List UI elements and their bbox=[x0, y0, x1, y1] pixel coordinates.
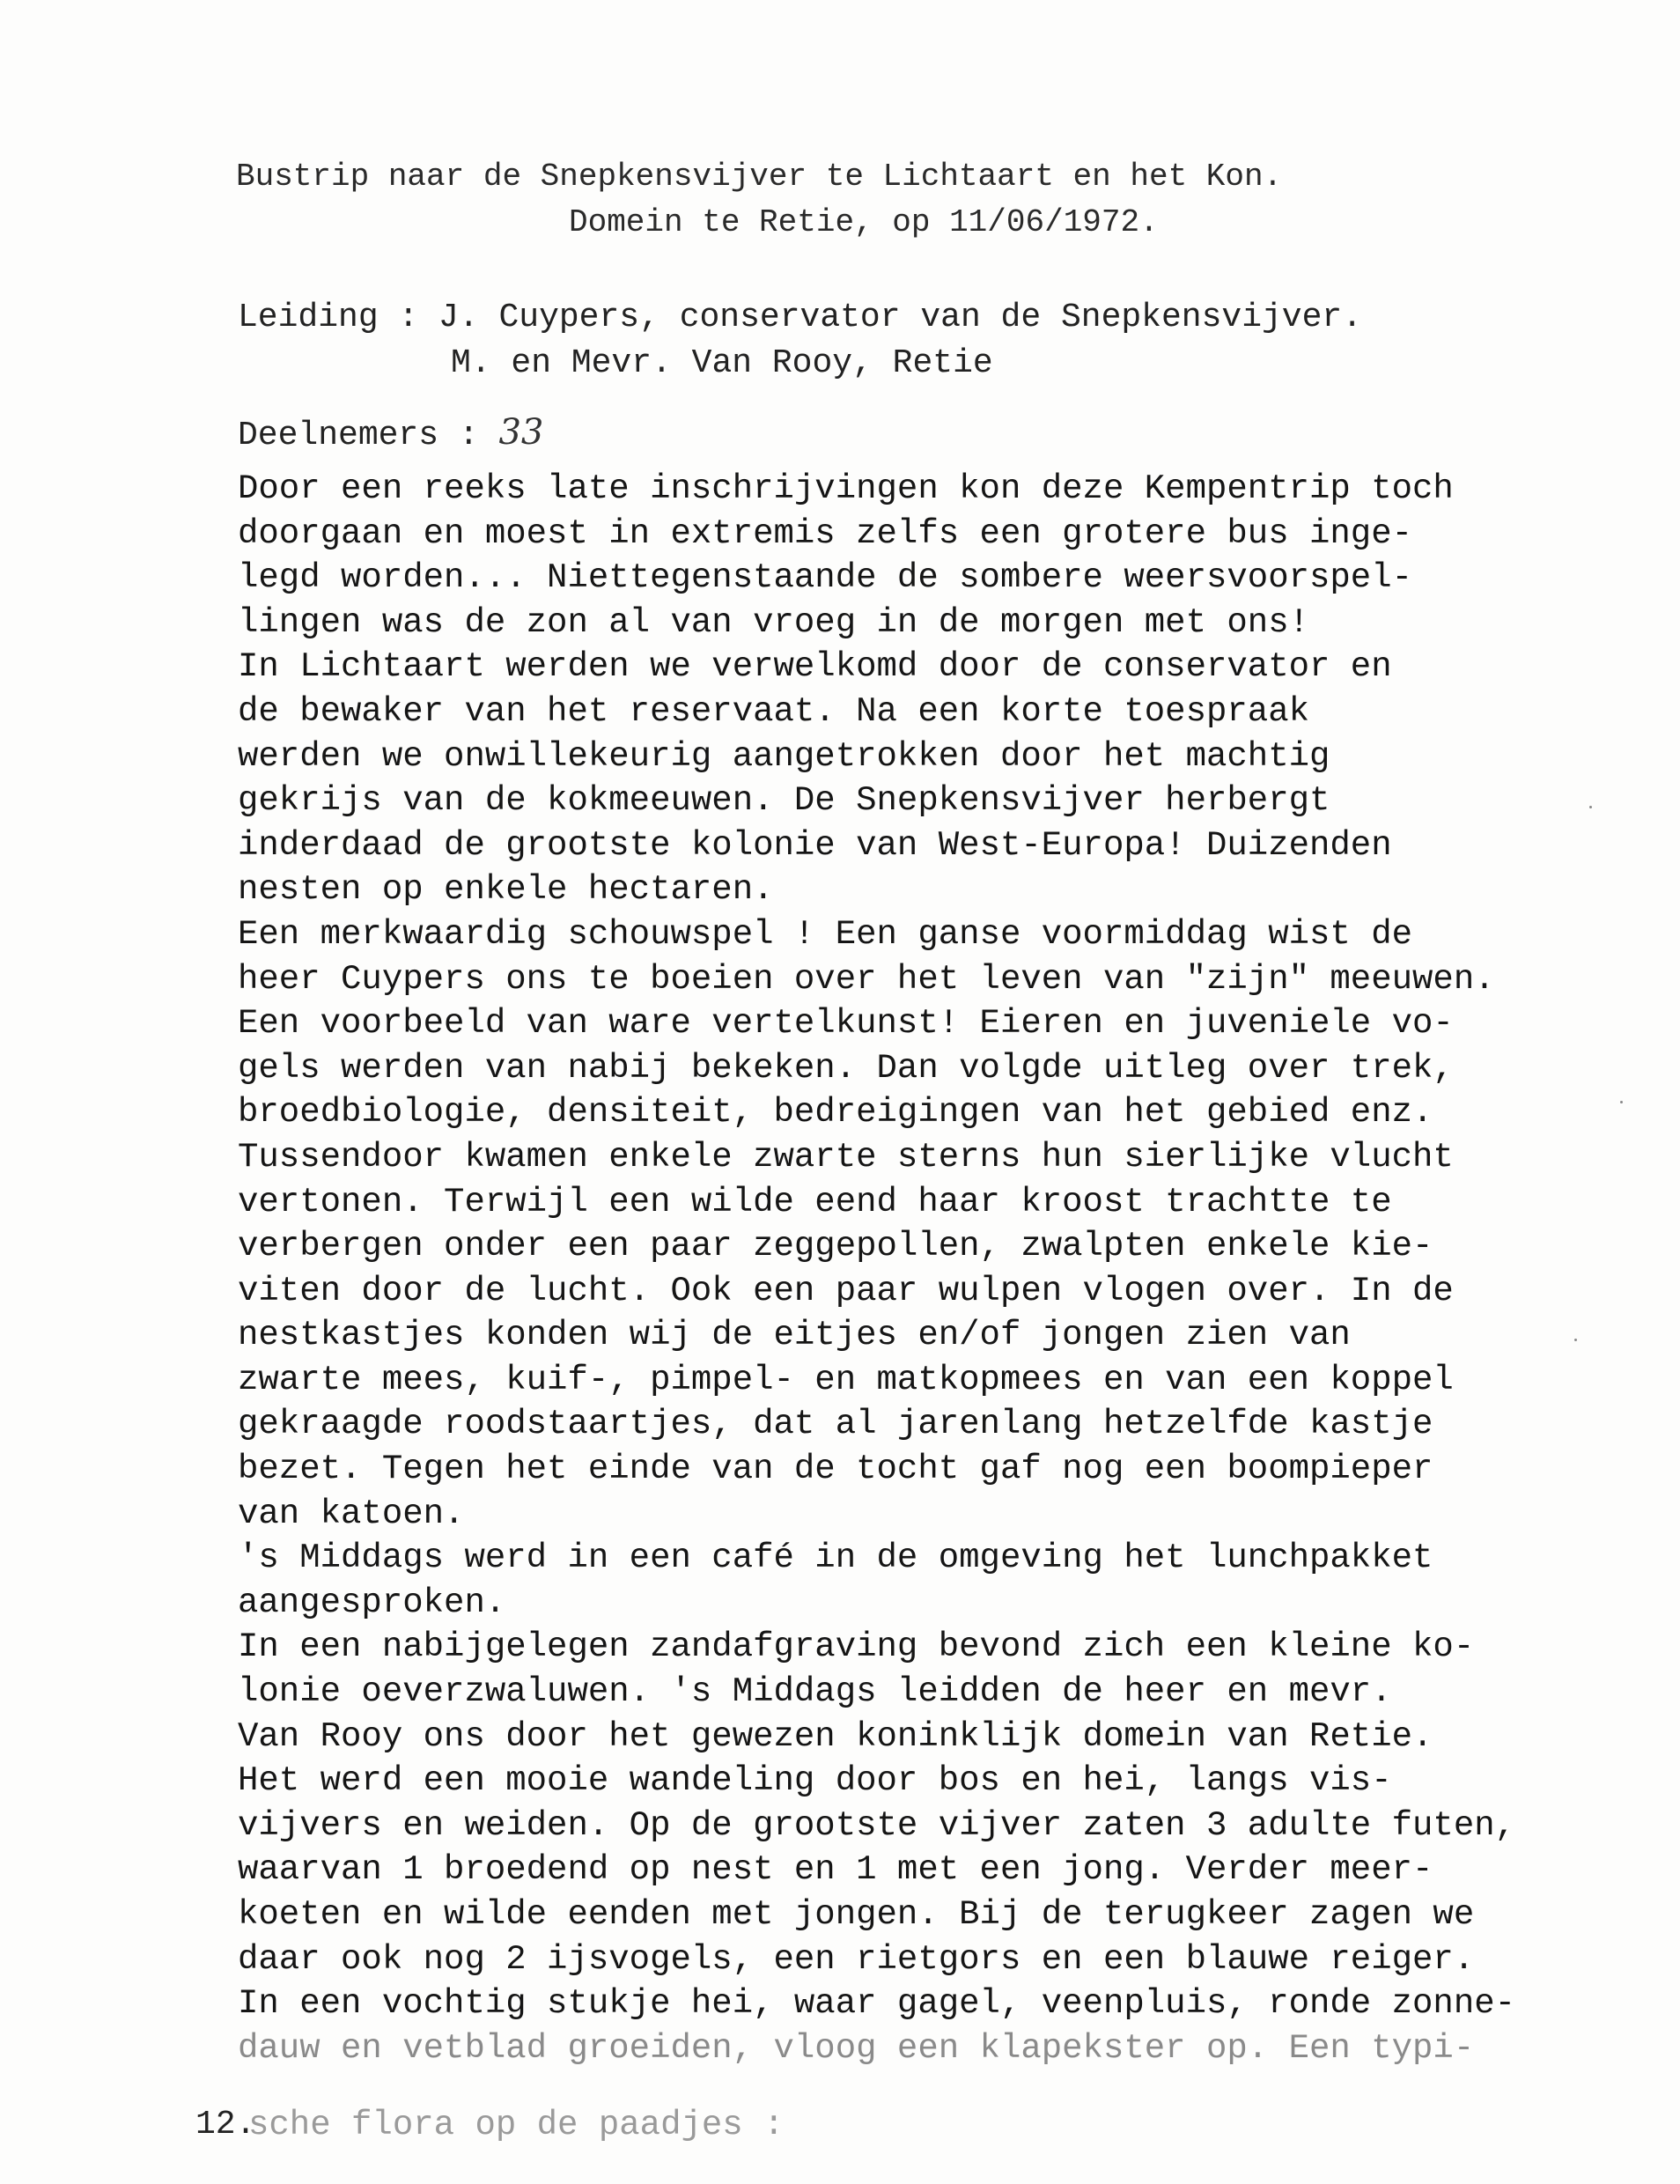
body-line: zwarte mees, kuif-, pimpel- en matkopmees en van een koppel bbox=[238, 1360, 1454, 1399]
body-line: koeten en wilde eenden met jongen. Bij de terugkeer zagen we bbox=[238, 1895, 1475, 1934]
body-line: vertonen. Terwijl een wilde eend haar kroost trachtte te bbox=[238, 1182, 1392, 1221]
body-line: In een vochtig stukje hei, waar gagel, veenpluis, ronde zonne- bbox=[238, 1984, 1516, 2024]
deelnemers-value: 33 bbox=[498, 412, 544, 453]
leiding-line-1: J. Cuypers, conservator van de Snepkensvijver. bbox=[438, 299, 1363, 336]
body-line: Een voorbeeld van ware vertelkunst! Eieren en juveniele vo- bbox=[238, 1004, 1454, 1044]
body-line: Tussendoor kwamen enkele zwarte sterns hun sierlijke vlucht bbox=[238, 1137, 1454, 1177]
body-line: 's Middags werd in een café in de omgeving het lunchpakket bbox=[238, 1538, 1433, 1578]
body-line: legd worden... Niettegenstaande de sombere weersvoorspel- bbox=[238, 558, 1413, 598]
body-line: inderdaad de grootste kolonie van West-Europa! Duizenden bbox=[238, 825, 1392, 865]
title-line-1: Bustrip naar de Snepkensvijver te Lichtaart en het Kon. bbox=[236, 159, 1283, 195]
leiding-block bbox=[238, 295, 1558, 387]
body-line: In een nabijgelegen zandafgraving bevond zich een kleine ko- bbox=[238, 1627, 1475, 1667]
body-line: waarvan 1 broedend op nest en 1 met een jong. Verder meer- bbox=[238, 1850, 1433, 1890]
body-line: daar ook nog 2 ijsvogels, een rietgors en een blauwe reiger. bbox=[238, 1939, 1475, 1979]
body-line: lonie oeverzwaluwen. 's Middags leidden de heer en mevr. bbox=[238, 1672, 1392, 1712]
page-number: 12. bbox=[195, 2106, 256, 2143]
body-line: werden we onwillekeurig aangetrokken door het machtig bbox=[238, 736, 1330, 776]
body-line: bezet. Tegen het einde van de tocht gaf nog een boompieper bbox=[238, 1450, 1433, 1489]
title-line-2: Domein te Retie, op 11/06/1972. bbox=[569, 204, 1159, 240]
body-line: vijvers en weiden. Op de grootste vijver zaten 3 adulte futen, bbox=[238, 1805, 1516, 1845]
paper-speck bbox=[1620, 1101, 1623, 1103]
body-line: gekraagde roodstaartjes, dat al jarenlang hetzelfde kastje bbox=[238, 1405, 1433, 1444]
body-line: Door een reeks late inschrijvingen kon deze Kempentrip toch bbox=[238, 469, 1454, 508]
body-line: van katoen. bbox=[238, 1494, 465, 1533]
document-title bbox=[236, 154, 1469, 246]
body-line: gels werden van nabij bekeken. Dan volgde uitleg over trek, bbox=[238, 1048, 1454, 1088]
body-line: de bewaker van het reservaat. Na een korte toespraak bbox=[238, 691, 1309, 731]
body-line: broedbiologie, densiteit, bedreigingen van het gebied enz. bbox=[238, 1093, 1433, 1133]
body-line: Het werd een mooie wandeling door bos en hei, langs vis- bbox=[238, 1761, 1392, 1801]
body-line: doorgaan en moest in extremis zelfs een grotere bus inge- bbox=[238, 513, 1413, 553]
leiding-line-2: M. en Mevr. Van Rooy, Retie bbox=[451, 344, 993, 382]
body-line: In Lichtaart werden we verwelkomd door de conservator en bbox=[238, 647, 1392, 687]
body-text bbox=[238, 467, 1664, 2070]
body-line: verbergen onder een paar zeggepollen, zwalpten enkele kie- bbox=[238, 1227, 1433, 1266]
paper-speck bbox=[1589, 806, 1592, 808]
body-line: heer Cuypers ons te boeien over het leven van "zijn" meeuwen. bbox=[238, 959, 1495, 999]
body-line: Een merkwaardig schouwspel ! Een ganse voormiddag wist de bbox=[238, 914, 1413, 954]
deelnemers-row bbox=[238, 410, 543, 459]
deelnemers-label: Deelnemers : bbox=[238, 417, 499, 454]
leiding-row bbox=[238, 295, 1558, 341]
body-line: aangesproken. bbox=[238, 1583, 506, 1622]
body-line: dauw en vetblad groeiden, vloog een klapekster op. Een typi- bbox=[238, 2028, 1475, 2068]
body-line: Van Rooy ons door het gewezen koninklijk domein van Retie. bbox=[238, 1716, 1433, 1756]
leiding-label: Leiding : bbox=[238, 299, 439, 336]
body-line: viten door de lucht. Ook een paar wulpen vlogen over. In de bbox=[238, 1271, 1454, 1310]
body-line: lingen was de zon al van vroeg in de morgen met ons! bbox=[238, 602, 1309, 642]
paper-speck bbox=[1574, 1339, 1577, 1341]
body-line: nestkastjes konden wij de eitjes en/of jongen zien van bbox=[238, 1316, 1351, 1355]
footer-line: sche flora op de paadjes : bbox=[248, 2106, 785, 2144]
body-line: nesten op enkele hectaren. bbox=[238, 870, 774, 910]
body-line: gekrijs van de kokmeeuwen. De Snepkensvijver herbergt bbox=[238, 781, 1330, 821]
